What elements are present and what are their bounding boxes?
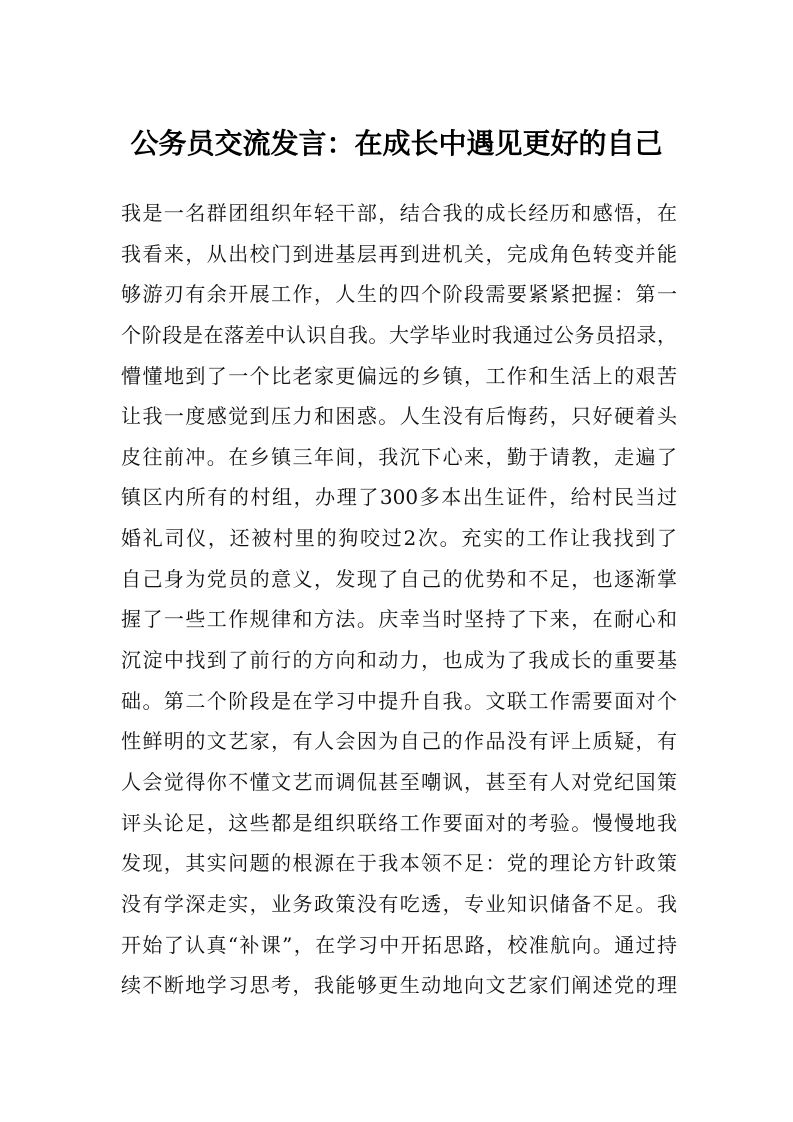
body-line: 镇区内所有的村组，办理了300多本出生证件，给村民当过 <box>121 485 677 510</box>
document-body <box>121 193 677 1006</box>
body-line: 续不断地学习思考，我能够更生动地向文艺家们阐述党的理 <box>121 973 677 998</box>
body-line: 人会觉得你不懂文艺而调侃甚至嘲讽，甚至有人对党纪国策 <box>121 769 677 794</box>
body-line: 个阶段是在落差中认识自我。大学毕业时我通过公务员招录， <box>121 322 677 347</box>
body-line: 沉淀中找到了前行的方向和动力，也成为了我成长的重要基 <box>121 648 677 673</box>
body-line: 让我一度感觉到压力和困惑。人生没有后悔药，只好硬着头 <box>121 404 677 429</box>
body-line: 握了一些工作规律和方法。庆幸当时坚持了下来，在耐心和 <box>121 607 677 632</box>
body-line: 发现，其实问题的根源在于我本领不足：党的理论方针政策 <box>121 851 677 876</box>
body-line: 评头论足，这些都是组织联络工作要面对的考验。慢慢地我 <box>121 810 677 835</box>
body-line: 性鲜明的文艺家，有人会因为自己的作品没有评上质疑，有 <box>121 729 677 754</box>
body-line: 开始了认真“补课”，在学习中开拓思路，校准航向。通过持 <box>121 932 677 957</box>
body-line: 我看来，从出校门到进基层再到进机关，完成角色转变并能 <box>121 241 677 266</box>
body-line: 够游刃有余开展工作，人生的四个阶段需要紧紧把握：第一 <box>121 282 677 307</box>
body-line: 没有学深走实，业务政策没有吃透，专业知识储备不足。我 <box>121 891 677 916</box>
body-line: 础。第二个阶段是在学习中提升自我。文联工作需要面对个 <box>121 688 677 713</box>
document-title: 公务员交流发言：在成长中遇见更好的自己 <box>130 127 663 160</box>
body-line: 自己身为党员的意义，发现了自己的优势和不足，也逐渐掌 <box>121 566 677 591</box>
body-line: 皮往前冲。在乡镇三年间，我沉下心来，勤于请教，走遍了 <box>121 444 677 469</box>
body-line: 我是一名群团组织年轻干部，结合我的成长经历和感悟，在 <box>121 201 677 225</box>
body-line: 懵懂地到了一个比老家更偏远的乡镇，工作和生活上的艰苦 <box>121 363 677 388</box>
body-line: 婚礼司仪，还被村里的狗咬过2次。充实的工作让我找到了 <box>121 526 677 551</box>
